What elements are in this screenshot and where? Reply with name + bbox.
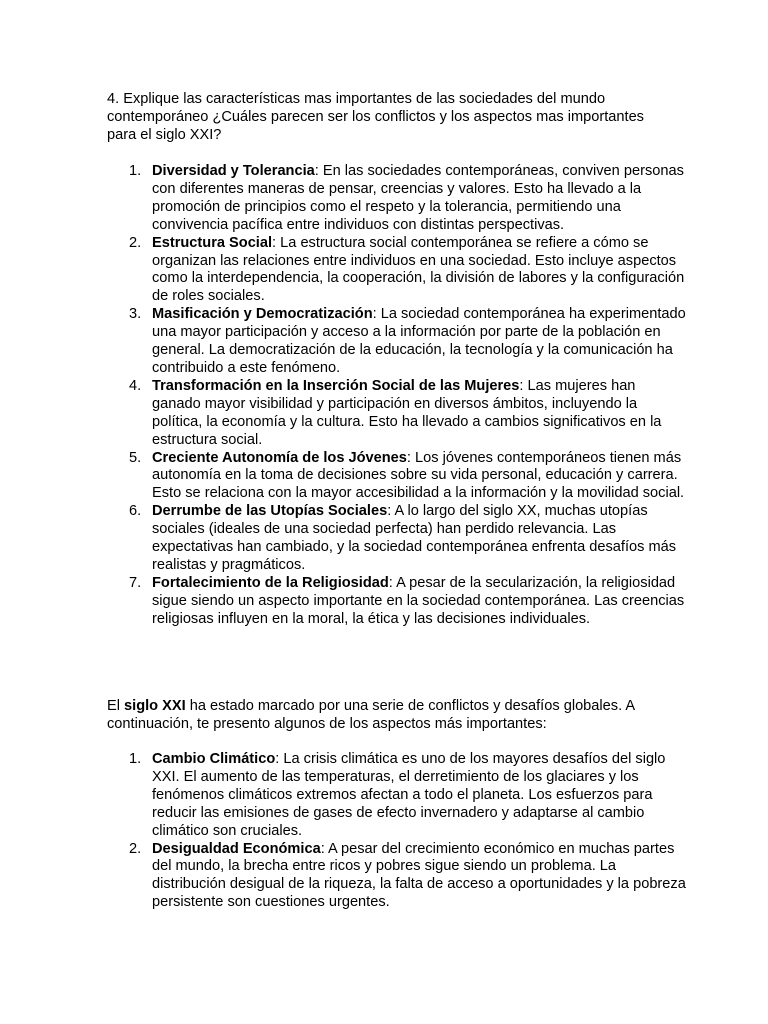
item-text: : En las sociedades contemporáneas, conviven personas con diferentes maneras de pensar, creencias y valores. Esto ha llevado a la promoción de principios como el respeto y la tolerancia, permitiendo una convivencia pacífica entre individuos con distintas perspectivas.	[152, 163, 684, 233]
list-item	[107, 503, 687, 575]
item-text: : Las mujeres han ganado mayor visibilidad y participación en diversos ámbitos, incluyendo la política, la economía y la cultura. Esto ha llevado a cambios significativos en la estructura social.	[152, 377, 662, 448]
item-term: Desigualdad Económica	[152, 840, 321, 857]
aspects-list	[107, 751, 687, 912]
item-term: Fortalecimiento de la Religiosidad	[152, 574, 389, 591]
list-number: 2.	[129, 234, 142, 251]
list-number: 6.	[129, 503, 142, 520]
list-item	[107, 306, 687, 378]
list-number: 1.	[129, 163, 142, 179]
intro-bold: siglo XXI	[124, 698, 186, 714]
item-text: : A lo largo del siglo XX, muchas utopías sociales (ideales de una sociedad perfecta) han perdido relevancia. Las expectativas han cambiado, y la sociedad contemporánea enfrenta desafíos más realistas y pragmáticos.	[152, 503, 677, 573]
list-item	[107, 575, 687, 629]
item-term: Masificación y Democratización	[152, 306, 373, 323]
item-term: Derrumbe de las Utopías Sociales	[152, 503, 388, 520]
item-text: : La crisis climática es uno de los mayores desafíos del siglo XXI. El aumento de las temperaturas, el derretimiento de los glaciares y los fenómenos climáticos extremos afectan a todo el planeta. Los esfuerzos para reducir las emisiones de gases de efecto invernadero y adaptarse al cambio climático son cruciales.	[152, 751, 666, 839]
item-term: Cambio Climático	[152, 751, 276, 767]
item-term: Estructura Social	[152, 234, 273, 251]
intro-suffix: ha estado marcado por una serie de conflictos y desafíos globales. A continuación, te presento algunos de los aspectos más importantes:	[107, 698, 635, 732]
question-text: 4. Explique las características mas importantes de las sociedades del mundo contemporáneo ¿Cuáles parecen ser los conflictos y los aspectos mas importantes para el siglo XXI?	[107, 91, 644, 143]
item-text: : La estructura social contemporánea se refiere a cómo se organizan las relaciones entre individuos en una sociedad. Esto incluye aspectos como la interdependencia, la cooperación, la división de labores y la configuración de roles sociales.	[152, 234, 685, 305]
list-item	[107, 378, 687, 450]
item-term: Transformación en la Inserción Social de las Mujeres	[152, 377, 520, 394]
list-number: 7.	[129, 574, 142, 591]
list-item	[107, 163, 687, 235]
list-number: 2.	[129, 840, 142, 857]
intro-prefix: El	[107, 698, 125, 714]
list-number: 4.	[129, 377, 142, 394]
characteristics-list	[107, 163, 687, 629]
list-number: 5.	[129, 449, 142, 466]
list-number: 3.	[129, 306, 142, 323]
list-number: 1.	[129, 751, 142, 767]
list-item	[107, 235, 687, 307]
item-text: : A pesar de la secularización, la religiosidad sigue siendo un aspecto importante en la sociedad contemporánea. Las creencias religiosas influyen en la moral, la ética y las decisiones individuales.	[152, 574, 685, 627]
item-text: : Los jóvenes contemporáneos tienen más autonomía en la toma de decisiones sobre su vida personal, educación y carrera. Esto se relaciona con la mayor accesibilidad a la información y la movilidad social.	[152, 449, 685, 502]
item-text: : A pesar del crecimiento económico en muchas partes del mundo, la brecha entre ricos y pobres sigue siendo un problema. La distribución desigual de la riqueza, la falta de acceso a oportunidades y la pobreza persistente son cuestiones urgentes.	[152, 840, 686, 911]
item-term: Diversidad y Tolerancia	[152, 163, 315, 179]
list-item	[107, 450, 687, 504]
list-item	[107, 751, 687, 841]
intro-paragraph	[107, 698, 677, 734]
list-item	[107, 841, 687, 913]
item-text: : La sociedad contemporánea ha experimentado una mayor participación y acceso a la información por parte de la población en general. La democratización de la educación, la tecnología y la comunicación ha contribuido a este fenómeno.	[152, 306, 686, 376]
item-term: Creciente Autonomía de los Jóvenes	[152, 449, 407, 466]
